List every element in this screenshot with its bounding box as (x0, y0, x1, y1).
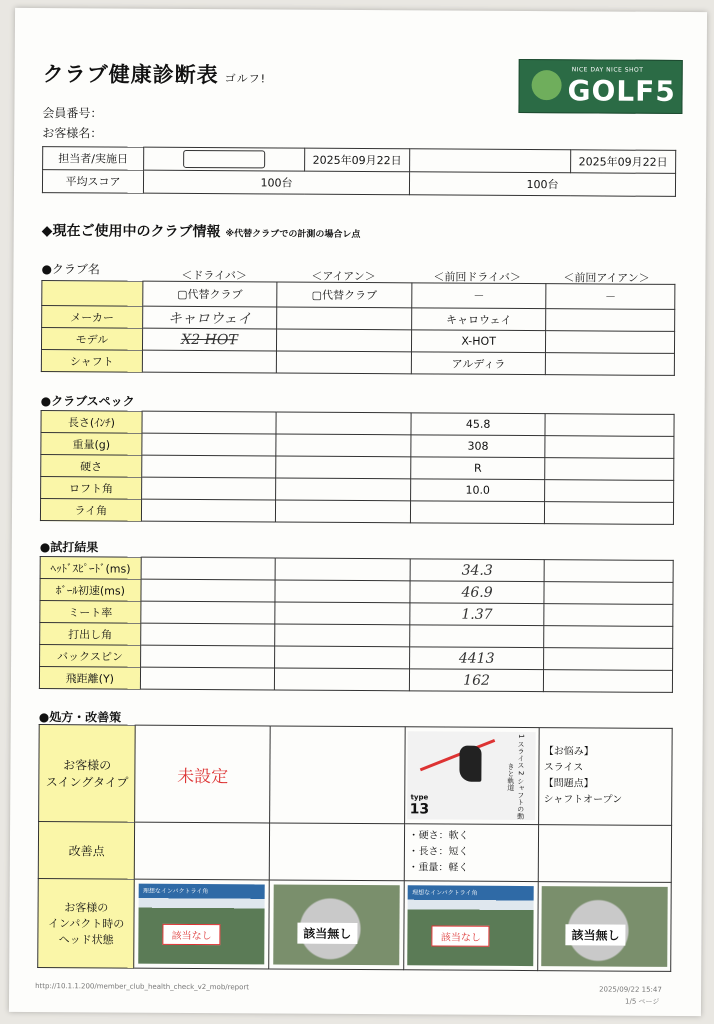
spec-loft-label: ロフト角 (41, 477, 142, 500)
footer-page: 1/5 ページ (624, 997, 660, 1006)
club-info-heading: ◆現在ご使用中のクラブ情報 ※代替クラブでの計測の場合レ点 (41, 223, 361, 241)
impact-cell-2 (269, 880, 404, 970)
staff-table (42, 146, 676, 197)
model-label: モデル (41, 328, 142, 351)
shaft-prev: アルディラ (411, 352, 546, 375)
golf5-logo (518, 59, 682, 114)
maker-label: メーカー (42, 306, 143, 329)
logo-tagline: NICE DAY NICE SHOT (571, 66, 644, 74)
res-ballspeed-label: ﾎﾞｰﾙ初速(ms) (40, 579, 141, 602)
res-headspeed-label: ﾍｯﾄﾞｽﾋﾟｰﾄﾞ(ms) (40, 557, 141, 580)
impact-image-driver: 理想なインパクトライ角 該当なし (138, 884, 264, 965)
swing-type-label: お客様の スイングタイプ (39, 725, 136, 823)
avg-score-label: 平均スコア (42, 170, 143, 194)
maker-driver[interactable]: キャロウェイ (142, 306, 277, 329)
alt-checkbox-driver[interactable]: ▢代替クラブ (142, 281, 277, 307)
date-2: 2025年09月22日 (571, 150, 676, 174)
maker-iron[interactable] (277, 307, 412, 330)
type-badge: type 13 (409, 793, 430, 818)
res-spin-label: バックスピン (40, 645, 141, 668)
col-prev-iron: ＜前回アイアン＞ (563, 271, 650, 285)
spec-lie-prev (410, 501, 545, 524)
problem-label: 【問題点】 (543, 778, 594, 790)
col-iron: ＜アイアン＞ (311, 269, 376, 284)
spec-loft-iron[interactable] (276, 478, 411, 501)
res-spin-iron[interactable] (275, 646, 410, 669)
spec-loft-prev: 10.0 (410, 479, 545, 502)
res-launch-iron[interactable] (275, 624, 410, 647)
shaft-label: シャフト (41, 350, 142, 373)
spec-loft-prev-iron (545, 480, 674, 503)
spec-weight-iron[interactable] (276, 434, 411, 457)
worry-cell (539, 728, 672, 826)
res-smash-driver[interactable] (141, 601, 276, 624)
title-suffix: ゴルフ! (224, 72, 267, 86)
golfer-icon (532, 70, 562, 100)
res-headspeed-prev-iron (544, 560, 673, 583)
model-iron[interactable] (277, 329, 412, 352)
res-smash-prev: 1.37 (410, 603, 545, 626)
impact-cell-4 (538, 882, 671, 972)
spec-weight-driver[interactable] (142, 433, 277, 456)
improve-item: ・長さ：短く (408, 846, 469, 858)
maker-prev: キャロウェイ (411, 308, 546, 331)
spec-weight-prev-iron (545, 436, 674, 459)
res-launch-label: 打出し角 (40, 623, 141, 646)
res-carry-driver[interactable] (140, 667, 275, 690)
spec-lie-label: ライ角 (40, 499, 141, 522)
alt-checkbox-iron[interactable]: ▢代替クラブ (277, 282, 412, 308)
avg-score-2: 100台 (409, 172, 675, 197)
res-smash-prev-iron (544, 604, 673, 627)
staff-field-2[interactable] (410, 149, 571, 173)
slice-arrow-icon (420, 739, 495, 771)
impact-cell-3 (403, 881, 538, 971)
improve-driver (135, 822, 270, 880)
res-launch-prev-iron (544, 626, 673, 649)
res-carry-iron[interactable] (275, 668, 410, 691)
spec-heading: ●クラブスペック (40, 394, 135, 409)
model-prev: X-HOT (411, 330, 546, 353)
club-head-icon (460, 746, 482, 782)
spec-lie-prev-iron (545, 502, 674, 525)
res-launch-driver[interactable] (140, 623, 275, 646)
res-spin-driver[interactable] (140, 645, 275, 668)
spec-flex-iron[interactable] (276, 456, 411, 479)
worry-label: 【お悩み】 (543, 746, 594, 758)
swing-type-image (408, 731, 537, 820)
model-driver[interactable]: X2 HOT (142, 328, 277, 351)
spec-flex-label: 硬さ (41, 455, 142, 478)
club-name-label: ●クラブ名 (41, 262, 101, 277)
col-driver: ＜ドライバ＞ (181, 268, 247, 283)
date-1: 2025年09月22日 (305, 148, 410, 172)
prev-driver-dash: － (412, 283, 547, 309)
maker-prev-iron (546, 309, 675, 332)
club-info-table (41, 280, 676, 376)
shaft-driver[interactable] (142, 350, 277, 373)
staff-field[interactable] (144, 147, 305, 171)
results-heading: ●試打結果 (39, 540, 99, 555)
spec-table (40, 410, 675, 525)
problem-value: シャフトオープン (543, 794, 623, 806)
res-headspeed-driver[interactable] (141, 557, 276, 580)
shaft-iron[interactable] (277, 351, 412, 374)
footer-timestamp: 2025/09/22 15:47 (599, 985, 662, 994)
club-info-note: ※代替クラブでの計測の場合レ点 (225, 229, 361, 241)
res-ballspeed-prev-iron (544, 582, 673, 605)
res-ballspeed-iron[interactable] (275, 580, 410, 603)
res-spin-prev: 4413 (409, 647, 544, 670)
swing-type-iron (270, 726, 405, 824)
spec-flex-driver[interactable] (141, 455, 276, 478)
swing-caption: 1 スライス 2 シャフトの動きと軌道 (506, 734, 526, 820)
impact-image-iron: 該当無し (273, 884, 399, 965)
member-no-label: 会員番号： (42, 106, 103, 121)
spec-weight-prev: 308 (411, 435, 546, 458)
spec-lie-iron[interactable] (276, 500, 411, 523)
customer-name-label: お客様名： (42, 126, 103, 141)
improve-item: ・重量：軽く (408, 862, 469, 874)
shaft-prev-iron (546, 353, 675, 376)
swing-type-image-cell (404, 727, 539, 825)
res-smash-iron[interactable] (275, 602, 410, 625)
res-launch-prev (409, 625, 544, 648)
spec-length-iron[interactable] (276, 412, 411, 435)
res-carry-label: 飛距離(Y) (39, 667, 140, 690)
staff-label: 担当者/実施日 (43, 147, 144, 171)
col-prev-driver: ＜前回ドライバ＞ (433, 270, 521, 284)
footer-url: http://10.1.1.200/member_club_health_check_v2_mob/report (35, 982, 250, 992)
impact-cell-1 (134, 879, 269, 969)
prescription-heading: ●処方・改善策 (38, 710, 122, 725)
improve-item: ・硬さ：軟く (408, 830, 469, 842)
res-headspeed-prev: 34.3 (410, 559, 545, 582)
res-carry-prev: 162 (409, 669, 544, 692)
results-table (39, 556, 674, 693)
worry-value: スライス (543, 762, 584, 774)
improve-iron (269, 823, 404, 881)
spec-length-prev-iron (545, 414, 674, 437)
res-smash-label: ミート率 (40, 601, 141, 624)
avg-score-1: 100台 (143, 170, 409, 195)
improve-list (404, 824, 539, 882)
res-headspeed-iron[interactable] (275, 558, 410, 581)
spec-flex-prev-iron (545, 458, 674, 481)
swing-type-value: 未設定 (135, 725, 270, 823)
spec-weight-label: 重量(g) (41, 433, 142, 456)
improve-label: 改善点 (38, 822, 135, 880)
impact-label: お客様の インパクト時の ヘッド状態 (38, 879, 135, 969)
improve-prev-iron (539, 825, 672, 883)
diagnosis-sheet (9, 8, 707, 1016)
page-title: クラブ健康診断表 ゴルフ! (42, 62, 267, 88)
spec-length-label: 長さ(ｲﾝﾁ) (41, 411, 142, 434)
club-blank (42, 281, 143, 307)
logo-wordmark: GOLF5 (567, 74, 676, 108)
res-ballspeed-prev: 46.9 (410, 581, 545, 604)
prescription-table (37, 724, 672, 972)
spec-lie-driver[interactable] (141, 499, 276, 522)
res-carry-prev-iron (544, 670, 673, 693)
res-ballspeed-driver[interactable] (141, 579, 276, 602)
impact-image-prev-driver: 理想なインパクトライ角 該当なし (408, 885, 534, 966)
spec-length-prev: 45.8 (411, 413, 546, 436)
impact-image-prev-iron: 該当無し (541, 886, 667, 967)
res-spin-prev-iron (544, 648, 673, 671)
spec-loft-driver[interactable] (141, 477, 276, 500)
spec-flex-prev: R (410, 457, 545, 480)
model-prev-iron (546, 331, 675, 354)
prev-iron-dash: － (546, 284, 675, 310)
spec-length-driver[interactable] (142, 411, 277, 434)
